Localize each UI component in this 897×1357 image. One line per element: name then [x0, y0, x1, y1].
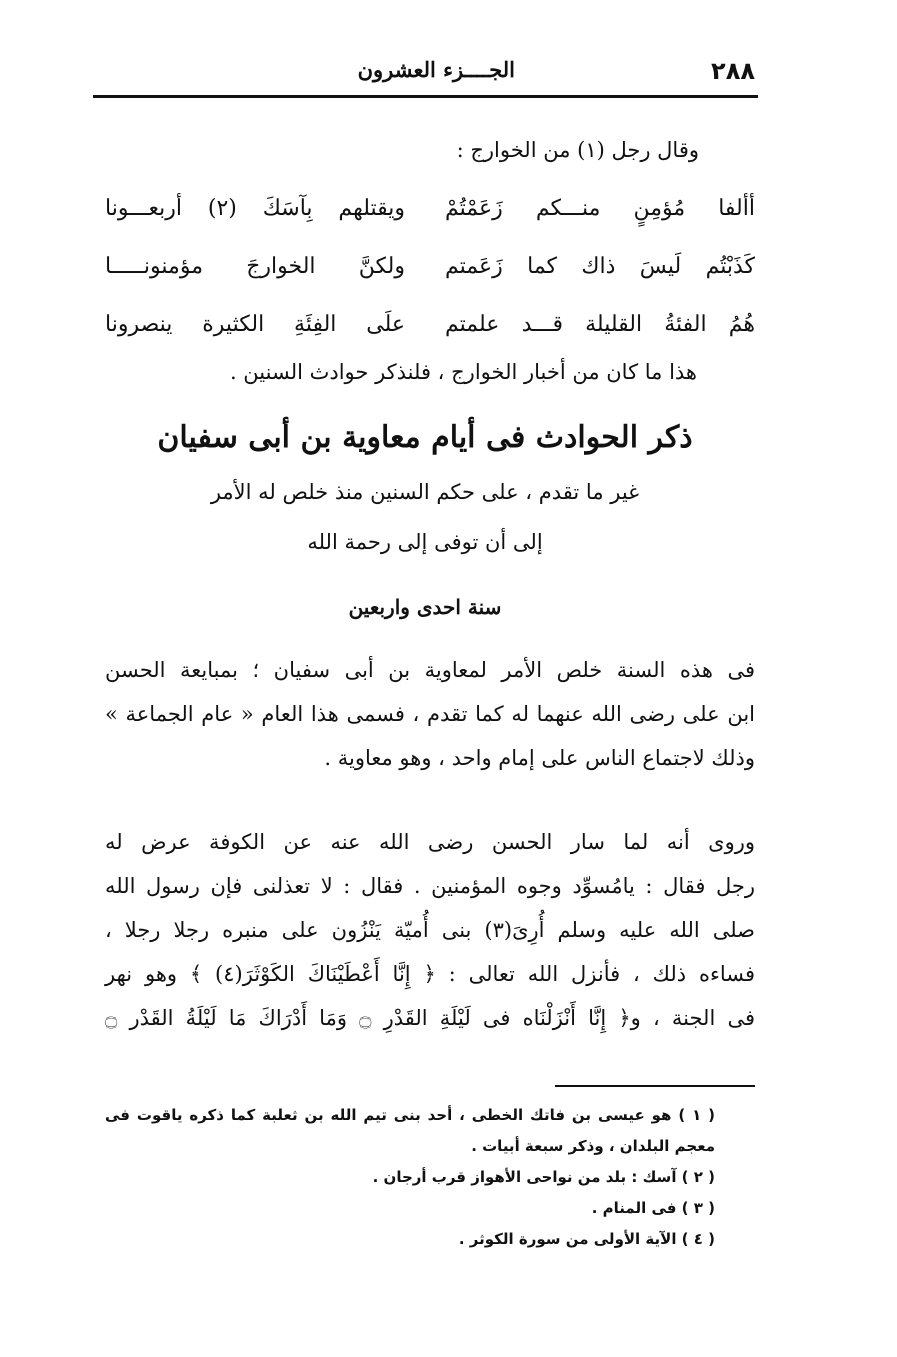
- paragraph-line: وروى أنه لما سار الحسن رضى الله عنه عن الكوفة عرض له: [105, 830, 755, 854]
- verse-first-hemistich: أألفا مُؤمِنٍ منـــكم زَعَمْتُمْ: [445, 196, 755, 221]
- poem-verse: [105, 190, 755, 248]
- footnote: ( ٣ ) فى المنام .: [591, 1199, 715, 1217]
- paragraph-line: فساءه ذلك ، فأنزل الله تعالى : ﴿ إِنَّا أَعْطَيْنَاكَ الكَوْثَرَ(٤) ﴾ وهو نهر: [105, 962, 756, 986]
- verse-second-hemistich: ولكنَّ الخوارجَ مؤمنونـــــا: [105, 254, 405, 279]
- poem-intro: وقال رجل (١) من الخوارج :: [456, 138, 699, 162]
- page-number: ٢٨٨: [711, 57, 755, 85]
- footnote-rule: [555, 1085, 755, 1087]
- footnote: ( ٤ ) الآية الأولى من سورة الكوثر .: [458, 1230, 715, 1248]
- footnotes: [105, 1100, 755, 1255]
- paragraph-line: ابن على رضى الله عنهما له كما تقدم ، فسمى هذا العام « عام الجماعة »: [105, 702, 755, 726]
- year-heading: سنة احدى واربعين: [348, 595, 502, 619]
- paragraph-line: فى هذه السنة خلص الأمر لمعاوية بن أبى سفيان ؛ بمبايعة الحسن: [105, 658, 755, 682]
- header-rule: [93, 95, 758, 98]
- paragraph: [105, 820, 755, 1040]
- verse-second-hemistich: ويقتلهم بِآسَكَ (٢) أربعـــونا: [105, 196, 406, 221]
- poem-verse: [105, 306, 755, 364]
- closing-sentence: هذا ما كان من أخبار الخوارج ، فلنذكر حوادث السنين .: [229, 360, 697, 384]
- poem-verse: [105, 248, 755, 306]
- paragraph-line: فى الجنة ، و﴿ إِنَّا أَنْزَلْنَاه فى لَيْلَةِ القَدْرِ ۝ وَمَا أَدْرَاكَ مَا لَيْلَةُ القَدْر ۝: [105, 1006, 755, 1030]
- section-subtitle: غير ما تقدم ، على حكم السنين منذ خلص له الأمر: [210, 480, 640, 504]
- paragraph-line: صلى الله عليه وسلم أُرِىَ(٣) بنى أُميّة يَنْزُون على منبره رجلا رجلا ،: [105, 918, 756, 942]
- footnote: ( ٢ ) آسك : بلد من نواحى الأهواز قرب أرجان .: [372, 1168, 715, 1186]
- verse-first-hemistich: كَذَبْتُم لَيسَ ذاك كما زَعَمتم: [445, 254, 755, 279]
- verse-first-hemistich: هُمُ الفئةُ القليلة قـــد علمتم: [445, 312, 755, 337]
- section-subtitle: إلى أن توفى إلى رحمة الله: [307, 530, 543, 554]
- paragraph: [105, 648, 755, 780]
- section-title: ذكر الحوادث فى أيام معاوية بن أبى سفيان: [157, 420, 693, 455]
- running-title: الجــــزء العشرون: [357, 57, 515, 82]
- page-header: [95, 55, 755, 95]
- verse-second-hemistich: علَى الفِئَةِ الكثيرة ينصرونا: [105, 312, 405, 337]
- footnote: ( ١ ) هو عيسى بن فاتك الخطى ، أحد بنى تيم الله بن ثعلبة كما ذكره ياقوت فى معجم البلدان ، وذكر سبعة أبيات .: [105, 1106, 715, 1155]
- paragraph-line: رجل فقال : يامُسوِّد وجوه المؤمنين . فقال : لا تعذلنى فإن رسول الله: [105, 874, 756, 898]
- paragraph-line: وذلك لاجتماع الناس على إمام واحد ، وهو معاوية .: [324, 746, 755, 770]
- poem: [105, 190, 755, 364]
